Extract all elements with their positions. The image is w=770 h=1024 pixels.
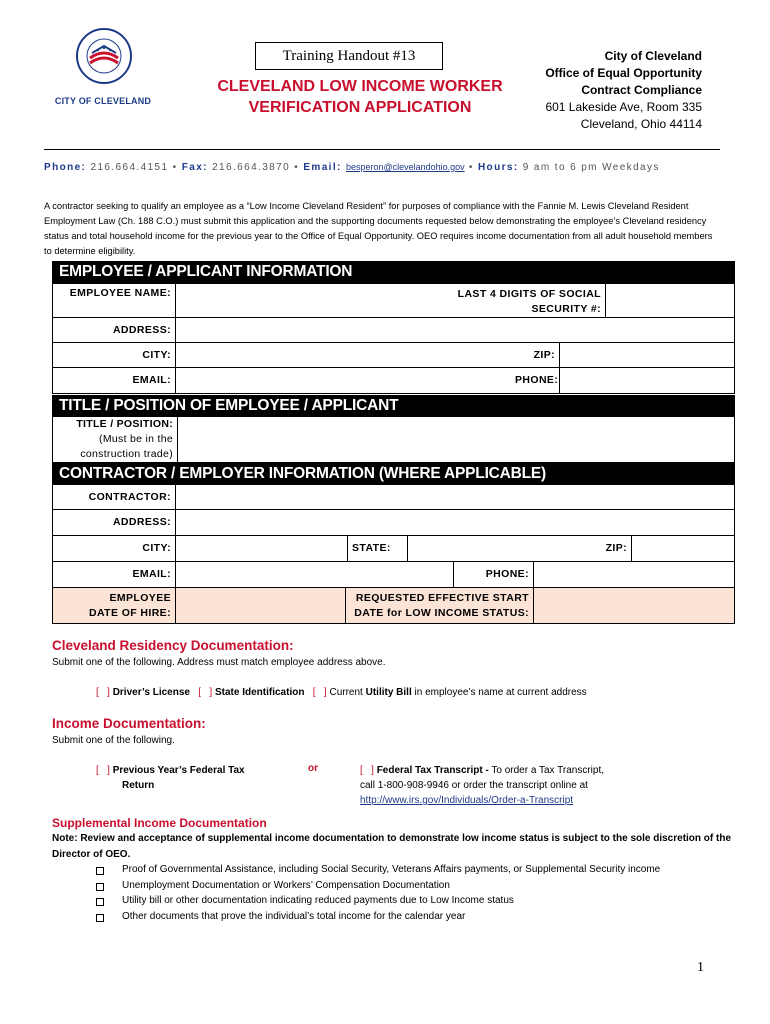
employee-address-label: ADDRESS:	[112, 324, 171, 336]
hours-label: Hours:	[477, 162, 519, 173]
checkbox-square-icon[interactable]	[96, 914, 104, 922]
employee-name-label: EMPLOYEE NAME:	[69, 287, 171, 299]
contractor-phone-label: PHONE:	[453, 562, 533, 587]
employee-phone-label: PHONE:	[515, 374, 559, 386]
phone-value: 216.664.4151	[90, 162, 169, 173]
tax-transcript-phone: call 1-800-908-9946 or order the transcript online at	[360, 780, 588, 791]
office-line-1: City of Cleveland	[604, 49, 702, 63]
list-item	[96, 893, 716, 909]
contractor-city-field[interactable]	[175, 536, 347, 561]
supplemental-list	[96, 862, 716, 924]
hire-date-label	[53, 588, 175, 623]
tax-return-checkbox[interactable]: [ ]	[96, 765, 110, 776]
residency-options	[96, 687, 587, 698]
title-position-label	[53, 417, 177, 462]
title-label-line-1: TITLE / POSITION:	[76, 418, 173, 430]
utility-bill-post: in employee’s name at current address	[414, 687, 587, 698]
checkbox-square-icon[interactable]	[96, 883, 104, 891]
contractor-name-row	[52, 484, 735, 510]
fax-value: 216.664.3870	[212, 162, 291, 173]
title-position-field[interactable]	[177, 417, 734, 462]
contractor-email-field[interactable]	[175, 562, 453, 587]
utility-bill-checkbox[interactable]: [ ]	[312, 687, 327, 698]
contractor-email-label: EMAIL:	[132, 568, 171, 580]
office-address	[545, 48, 702, 133]
tax-return-option	[96, 763, 286, 793]
list-item	[96, 909, 716, 925]
contractor-zip-field[interactable]	[631, 536, 734, 561]
supplemental-note: Note: Review and acceptance of supplemental income documentation to demonstrate low income status is subject to the sole discretion of the Director of OEO.	[52, 833, 732, 860]
drivers-license-label: Driver’s License	[112, 687, 190, 698]
employee-address-row	[52, 317, 735, 343]
tax-return-label: Previous Year’s Federal Tax	[112, 765, 245, 776]
state-id-label: State Identification	[214, 687, 305, 698]
irs-transcript-link[interactable]: http://www.irs.gov/Individuals/Order-a-Transcript	[360, 795, 574, 806]
hire-date-field[interactable]	[175, 588, 345, 623]
employee-city-label: CITY:	[142, 349, 171, 361]
supplemental-heading: Supplemental Income Documentation	[52, 816, 267, 830]
phone-label: Phone:	[44, 162, 87, 173]
email-label: Email:	[303, 162, 342, 173]
start-date-label	[345, 588, 533, 623]
contractor-state-field[interactable]	[407, 536, 595, 561]
office-line-3: Contract Compliance	[581, 83, 702, 97]
employee-city-field[interactable]	[175, 343, 515, 367]
supplemental-item-text: Other documents that prove the individual’s total income for the calendar year	[122, 910, 466, 922]
contractor-address-row	[52, 509, 735, 536]
supplemental-item-text: Utility bill or other documentation indicating reduced payments due to Low Income status	[122, 895, 514, 906]
residency-heading: Cleveland Residency Documentation:	[52, 638, 294, 653]
or-separator: or	[308, 763, 318, 774]
ssn-label-line-2: SECURITY #:	[531, 303, 601, 315]
start-label-line-2: DATE for LOW INCOME STATUS:	[354, 607, 529, 619]
employee-email-field[interactable]	[175, 368, 515, 393]
tax-transcript-option	[360, 763, 700, 808]
ssn-label	[445, 284, 605, 317]
residency-subtext: Submit one of the following. Address must match employee address above.	[52, 657, 386, 668]
employee-name-field[interactable]	[175, 284, 445, 317]
contact-bar: Phone: 216.664.4151 • Fax: 216.664.3870 • Email: besperon@clevelandohio.gov • Hours: 9 am to 6 pm Weekdays	[44, 162, 660, 173]
hire-label-line-1: EMPLOYEE	[109, 592, 171, 604]
utility-bill-label: Utility Bill	[365, 687, 412, 698]
email-link[interactable]: besperon@clevelandohio.gov	[345, 162, 465, 172]
contractor-city-label: CITY:	[142, 542, 171, 554]
income-heading: Income Documentation:	[52, 716, 206, 731]
list-item	[96, 862, 716, 878]
handout-label: Training Handout #13	[255, 42, 443, 70]
start-label-line-1: REQUESTED EFFECTIVE START	[355, 592, 529, 604]
city-seal-icon	[76, 28, 132, 84]
employee-name-row	[52, 283, 735, 318]
ssn-label-line-1: LAST 4 DIGITS OF SOCIAL	[457, 288, 601, 300]
employee-city-row	[52, 342, 735, 368]
contractor-zip-label: ZIP:	[605, 542, 627, 554]
title-label-line-2: (Must be in the	[99, 433, 173, 445]
office-line-2: Office of Equal Opportunity	[545, 66, 702, 80]
fax-label: Fax:	[181, 162, 208, 173]
ssn-field[interactable]	[605, 284, 734, 317]
office-line-4: 601 Lakeside Ave, Room 335	[545, 100, 702, 114]
employee-address-field[interactable]	[175, 318, 734, 342]
contractor-city-row	[52, 535, 735, 562]
tax-transcript-checkbox[interactable]: [ ]	[360, 765, 374, 776]
contractor-label: CONTRACTOR:	[88, 491, 171, 503]
section-contractor-heading: CONTRACTOR / EMPLOYER INFORMATION (WHERE APPLICABLE)	[52, 463, 735, 485]
hours-value: 9 am to 6 pm Weekdays	[522, 162, 660, 173]
contractor-address-label: ADDRESS:	[112, 516, 171, 528]
page-title	[200, 76, 520, 118]
employee-email-row	[52, 367, 735, 394]
title-line-1: CLEVELAND LOW INCOME WORKER	[217, 78, 503, 95]
contractor-email-row	[52, 561, 735, 588]
contractor-phone-field[interactable]	[533, 562, 734, 587]
contractor-state-label: STATE:	[347, 536, 407, 561]
intro-paragraph: A contractor seeking to qualify an employee as a “Low Income Cleveland Resident” for purposes of compliance with the Fannie M. Lewis Cleveland Resident Employment Law (Ch. 188 C.O.) must submit this application and the supporting documents requested below demonstrating the employee’s Cleveland residency status and total household income for the previous year to the Office of Equal Opportunity. OEO requires income documentation from all adult household members to determine eligibility.	[44, 201, 713, 256]
office-line-5: Cleveland, Ohio 44114	[580, 117, 702, 131]
city-logo	[48, 28, 158, 110]
utility-bill-pre: Current	[329, 687, 363, 698]
section-employee-heading: EMPLOYEE / APPLICANT INFORMATION	[52, 261, 735, 283]
employee-phone-field[interactable]	[559, 368, 734, 393]
tax-transcript-text: To order a Tax Transcript,	[491, 765, 605, 776]
contractor-address-field[interactable]	[175, 510, 734, 535]
supplemental-item-text: Proof of Governmental Assistance, including Social Security, Veterans Affairs payments, or Supplemental Security income	[122, 864, 661, 875]
tax-return-label-line-2: Return	[122, 780, 155, 791]
drivers-license-checkbox[interactable]: [ ]	[96, 687, 110, 698]
title-position-row	[52, 416, 735, 463]
header-divider	[44, 149, 720, 150]
section-title-heading: TITLE / POSITION OF EMPLOYEE / APPLICANT	[52, 395, 735, 417]
hire-date-row	[52, 587, 735, 624]
title-line-2: VERIFICATION APPLICATION	[248, 99, 472, 116]
income-subtext: Submit one of the following.	[52, 735, 175, 746]
hire-label-line-2: DATE OF HIRE:	[88, 607, 171, 619]
checkbox-square-icon[interactable]	[96, 898, 104, 906]
logo-city-text: CITY OF CLEVELAND	[54, 96, 152, 106]
employee-zip-label: ZIP:	[533, 349, 555, 361]
list-item	[96, 878, 716, 894]
employee-zip-field[interactable]	[559, 343, 734, 367]
state-id-checkbox[interactable]: [ ]	[198, 687, 213, 698]
checkbox-square-icon[interactable]	[96, 867, 104, 875]
title-label-line-3: construction trade)	[80, 448, 173, 460]
employee-email-label: EMAIL:	[132, 374, 171, 386]
tax-transcript-label: Federal Tax Transcript -	[376, 765, 489, 776]
page-number: 1	[697, 960, 704, 975]
supplemental-item-text: Unemployment Documentation or Workers’ Compensation Documentation	[122, 879, 450, 891]
contractor-field[interactable]	[175, 485, 734, 509]
start-date-field[interactable]	[533, 588, 734, 623]
